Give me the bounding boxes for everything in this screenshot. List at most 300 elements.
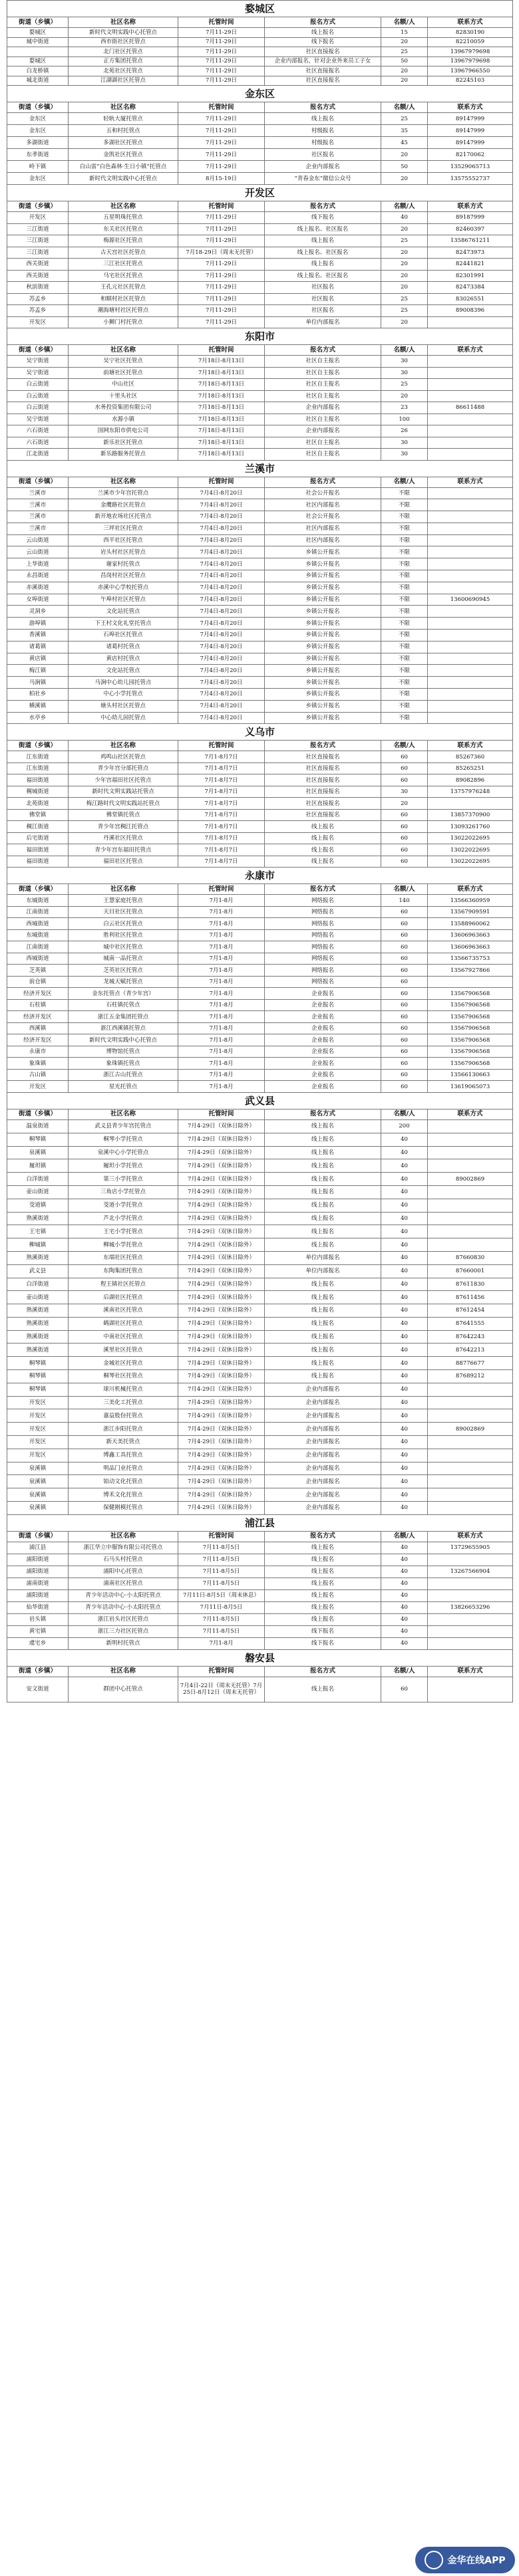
table-cell: 泉溪镇 (7, 1488, 69, 1502)
table-cell: 25 (381, 47, 428, 57)
table-cell: 吴宁街道 (7, 413, 69, 425)
table-cell: 7月4日-8月20日 (178, 677, 265, 689)
table-cell: 企业报名 (265, 999, 381, 1011)
table-cell: 水源小镇 (69, 413, 178, 425)
table-cell: 60 (381, 976, 428, 988)
table-cell: 开发区 (7, 1409, 69, 1423)
table-cell: 新时代文明实践中心托管点 (69, 173, 178, 185)
table-cell: 13606963663 (428, 929, 513, 941)
table-cell: 乡镇公开报名 (265, 618, 381, 630)
table-cell: 13566130663 (428, 1069, 513, 1081)
table-cell: 7月4日-8月20日 (178, 511, 265, 523)
table-cell: 塘头村社区托管点 (69, 700, 178, 712)
table-cell: 企业内部报名 (265, 1488, 381, 1502)
table-cell: 东陶集团托管点 (69, 1264, 178, 1278)
table-cell: 60 (381, 941, 428, 953)
table-cell: 不限 (381, 618, 428, 630)
table-cell: 武义县青少年宫托管点 (69, 1119, 178, 1133)
table-cell: 青少年宫东福田托管点 (69, 844, 178, 856)
table-cell: 乡镇公开报名 (265, 712, 381, 724)
watermark-text: 金华在线APP (447, 2555, 506, 2566)
table-cell (428, 1578, 513, 1589)
table-cell: 线上报名 (265, 1542, 381, 1554)
table-row (7, 28, 513, 38)
table-cell: 87641555 (428, 1317, 513, 1330)
table-cell: 白山雷“白色森林·生日小镇”托管点 (69, 161, 178, 173)
table-cell: 企业内部报名 (265, 1409, 381, 1423)
table-row (7, 1069, 513, 1081)
table-cell: 企业报名 (265, 1069, 381, 1081)
table-cell (428, 1488, 513, 1502)
table-cell: 三江街道 (7, 235, 69, 247)
table-cell: 三江街道 (7, 223, 69, 235)
table-cell: 博物馆托管点 (69, 1046, 178, 1058)
table-cell: 企业报名 (265, 1046, 381, 1058)
table-cell: 企业内部报名 (265, 1502, 381, 1515)
table-cell: 89002869 (428, 1423, 513, 1436)
table-row (7, 390, 513, 402)
table-cell: 7月4-29日（双休日除外） (178, 1436, 265, 1449)
table-cell: 天目社区托管点 (69, 906, 178, 918)
table-cell: 40 (381, 1173, 428, 1186)
table-cell: 40 (381, 1409, 428, 1423)
table-cell: 正方集团托管点 (69, 57, 178, 66)
table-cell: 线下报名 (265, 1625, 381, 1637)
table-row (7, 1488, 513, 1502)
table-row (7, 449, 513, 461)
table-cell: 20 (381, 390, 428, 402)
table-cell: 网络报名 (265, 953, 381, 965)
column-header: 联系方式 (428, 1666, 513, 1677)
table-cell (428, 606, 513, 618)
table-cell: 7月1-8月7日 (178, 774, 265, 786)
table-cell: 7月4-29日（双休日除外） (178, 1502, 265, 1515)
table-row (7, 953, 513, 965)
table-row (7, 47, 513, 57)
table-cell: 西市街社区托管点 (69, 37, 178, 47)
column-header: 名额/人 (381, 345, 428, 356)
table-cell: 岩头村社区托管点 (69, 546, 178, 558)
table-cell: 线上报名、社区报名 (265, 223, 381, 235)
table-cell: 7月4日-8月20日 (178, 558, 265, 570)
table-cell: 新开地农场社区托管点 (69, 511, 178, 523)
table-row (7, 1383, 513, 1396)
table-row (7, 606, 513, 618)
header-row (7, 102, 513, 113)
table-cell: 60 (381, 1069, 428, 1081)
table-cell: 线上报名 (265, 1578, 381, 1589)
table-row (7, 988, 513, 1000)
table-cell: 不限 (381, 677, 428, 689)
table-cell: 象珠镇 (7, 1058, 69, 1070)
section-title-text: 开发区 (7, 185, 513, 201)
table-row (7, 1058, 513, 1070)
column-header: 联系方式 (428, 345, 513, 356)
column-header: 联系方式 (428, 1109, 513, 1119)
table-row (7, 76, 513, 86)
column-header: 托管时间 (178, 102, 265, 113)
table-cell: 线上报名 (265, 1613, 381, 1625)
table-row (7, 1011, 513, 1023)
table-cell: 7月11-29日 (178, 259, 265, 271)
table-cell: 中南社区托管点 (69, 1330, 178, 1344)
table-cell: 7月1-8月 (178, 918, 265, 930)
table-cell: 江南街道 (7, 906, 69, 918)
table-row (7, 1046, 513, 1058)
table-cell: 熟溪街道 (7, 1212, 69, 1225)
table-row (7, 798, 513, 810)
table-cell: 50 (381, 161, 428, 173)
table-cell: 7月1-8月7日 (178, 856, 265, 868)
table-cell: 城中街道 (7, 37, 69, 47)
table-row (7, 856, 513, 868)
table-row (7, 1637, 513, 1649)
table-cell (428, 665, 513, 677)
table-cell: 泉溪中心小学托管点 (69, 1146, 178, 1159)
table-cell: 经济开发区 (7, 1011, 69, 1023)
table-cell (428, 1502, 513, 1515)
table-cell: 不限 (381, 689, 428, 701)
table-row (7, 534, 513, 546)
table-cell: 乡镇公开报名 (265, 594, 381, 606)
table-cell: 开发区 (7, 1436, 69, 1449)
table-cell: 城中社区托管点 (69, 941, 178, 953)
table-cell: 群团中心托管点 (69, 1677, 178, 1702)
table-cell: 少年宫福田社区托管点 (69, 774, 178, 786)
table-cell: 泉溪镇 (7, 1462, 69, 1475)
table-cell: 乡镇公开报名 (265, 546, 381, 558)
table-cell: 浦南社区托管点 (69, 1578, 178, 1589)
table-cell: 13586761211 (428, 235, 513, 247)
table-cell: 王慧家庭托管点 (69, 895, 178, 907)
table-cell: 社区直接报名 (265, 66, 381, 76)
table-cell (428, 413, 513, 425)
table-cell: 企业内部报名 (265, 1423, 381, 1436)
table-row (7, 641, 513, 653)
table-cell: 40 (381, 1199, 428, 1212)
app-logo-icon (425, 2551, 443, 2569)
table-cell: 7月11-29日 (178, 235, 265, 247)
table-cell: 不限 (381, 700, 428, 712)
table-row (7, 546, 513, 558)
table-cell: 青少年宫分部托管点 (69, 762, 178, 774)
table-cell: 82473973 (428, 247, 513, 259)
table-cell: 女埠街道 (7, 594, 69, 606)
table-cell: 兰溪市 (7, 523, 69, 534)
column-header: 街道（乡镇） (7, 741, 69, 751)
table-cell: 单位内部报名 (265, 1251, 381, 1264)
table-cell: 新时代文明实践中心托管点 (69, 1034, 178, 1046)
table-cell: 村级报名 (265, 125, 381, 137)
table-cell: 不限 (381, 546, 428, 558)
header-row (7, 345, 513, 356)
table-cell: 13022022695 (428, 832, 513, 844)
table-cell: 文化站托管点 (69, 606, 178, 618)
table-cell: 7月1-8月7日 (178, 786, 265, 798)
table-cell: 82210059 (428, 37, 513, 47)
table-cell: 7月4-29日（双休日除外） (178, 1317, 265, 1330)
table-cell: 赤溪中心学校托管点 (69, 582, 178, 594)
table-cell: 社区直接报名 (265, 798, 381, 810)
table-cell: 60 (381, 856, 428, 868)
table-row (7, 1225, 513, 1238)
table-cell: 不限 (381, 487, 428, 499)
table-cell: 石埠社区托管点 (69, 630, 178, 642)
table-cell: 履坦小学托管点 (69, 1159, 178, 1173)
table-row (7, 1436, 513, 1449)
table-cell (428, 700, 513, 712)
table-cell: 82441821 (428, 259, 513, 271)
table-cell (428, 1212, 513, 1225)
table-cell: 7月11-8月5日 (178, 1554, 265, 1566)
section-title-text: 金东区 (7, 86, 513, 102)
table-row (7, 1081, 513, 1093)
table-cell (428, 618, 513, 630)
table-cell: 鸡鸣山社区托管点 (69, 751, 178, 763)
header-row (7, 17, 513, 28)
table-cell: 7月4日-8月20日 (178, 594, 265, 606)
table-cell: 20 (381, 37, 428, 47)
table-cell (428, 582, 513, 594)
table-cell: 北门社区托管点 (69, 47, 178, 57)
column-header: 联系方式 (428, 1531, 513, 1542)
table-cell: 中山社区 (69, 379, 178, 391)
table-cell: 不限 (381, 534, 428, 546)
table-cell: 13588960062 (428, 918, 513, 930)
table-cell: 柳城镇 (7, 1238, 69, 1252)
table-row (7, 906, 513, 918)
table-cell: 40 (381, 1383, 428, 1396)
table-cell: 13567906568 (428, 1022, 513, 1034)
table-cell: 20 (381, 149, 428, 161)
table-cell: 7月4-29日（双休日除外） (178, 1173, 265, 1186)
table-row (7, 918, 513, 930)
table-cell: 13606963663 (428, 941, 513, 953)
table-cell: 岩头镇 (7, 1613, 69, 1625)
table-row (7, 1173, 513, 1186)
table-cell: 13566735753 (428, 953, 513, 965)
table-cell: 球川机械托管点 (69, 1383, 178, 1396)
table-cell: 单位内部报名 (265, 316, 381, 328)
table-cell: 柏社乡 (7, 689, 69, 701)
table-cell: 多湖街道 (7, 137, 69, 149)
table-cell: 博鑫工具托管点 (69, 1449, 178, 1462)
column-header: 社区名称 (69, 102, 178, 113)
table-cell: 7月1-8月 (178, 929, 265, 941)
table-cell: 浦阳街道 (7, 1589, 69, 1601)
table-cell (428, 390, 513, 402)
table-cell: 40 (381, 1554, 428, 1566)
table-cell: 芦北小学托管点 (69, 1212, 178, 1225)
column-header: 社区名称 (69, 1109, 178, 1119)
table-row (7, 259, 513, 271)
table-cell: 7月1-8月 (178, 988, 265, 1000)
table-cell: 白洋街道 (7, 1278, 69, 1291)
table-cell: 线上报名 (265, 1159, 381, 1173)
section-title-text: 武义县 (7, 1092, 513, 1109)
table-row (7, 1304, 513, 1318)
table-cell: 王孔元社区托管点 (69, 282, 178, 294)
column-header: 托管时间 (178, 345, 265, 356)
table-cell: 开发区 (7, 1081, 69, 1093)
table-cell (428, 1396, 513, 1409)
table-cell: 40 (381, 1251, 428, 1264)
table-row (7, 1238, 513, 1252)
table-row (7, 1423, 513, 1436)
table-cell: 社区自主报名 (265, 449, 381, 461)
table-cell: 13567906568 (428, 1058, 513, 1070)
table-cell: 7月4日-8月20日 (178, 689, 265, 701)
table-cell: 40 (381, 1625, 428, 1637)
column-header: 社区名称 (69, 201, 178, 212)
table-cell (428, 653, 513, 665)
table-cell (428, 1589, 513, 1601)
table-cell: 浙江五金集团托管点 (69, 1011, 178, 1023)
table-row (7, 125, 513, 137)
table-row (7, 1251, 513, 1264)
table-cell: 稠江街道 (7, 821, 69, 833)
table-cell: 7月4-29日（双休日除外） (178, 1159, 265, 1173)
table-cell: 7月18日-8月13日 (178, 379, 265, 391)
column-header: 联系方式 (428, 884, 513, 895)
table-cell: 五和村托管点 (69, 125, 178, 137)
table-cell: 五星明珠托管点 (69, 212, 178, 224)
table-cell: 程王镇社区托管点 (69, 1278, 178, 1291)
table-cell: 西平社区托管点 (69, 534, 178, 546)
table-cell: 不限 (381, 523, 428, 534)
table-cell: 7月1-8月 (178, 941, 265, 953)
table-cell: 40 (381, 1449, 428, 1462)
table-cell: 兰溪市少年宫托管点 (69, 487, 178, 499)
table-row (7, 1278, 513, 1291)
table-cell: 金凯社区托管点 (69, 149, 178, 161)
section-title (7, 1514, 513, 1531)
table-cell: 89147999 (428, 113, 513, 125)
table-cell: 社区直接报名 (265, 762, 381, 774)
table-cell: 江湖湖社区托管点 (69, 76, 178, 86)
table-cell: 40 (381, 1317, 428, 1330)
column-header: 街道（乡镇） (7, 345, 69, 356)
table-cell: 熟溪街道 (7, 1330, 69, 1344)
table-cell: 企业内部报名 (265, 402, 381, 414)
table-row (7, 235, 513, 247)
table-cell: 桐琴镇 (7, 1370, 69, 1383)
table-cell: 西城街道 (7, 918, 69, 930)
table-cell: 60 (381, 809, 428, 821)
table-cell (428, 1159, 513, 1173)
table-cell: 7月4-29日（双休日除外） (178, 1185, 265, 1199)
table-cell: 87660830 (428, 1251, 513, 1264)
table-row (7, 1409, 513, 1423)
table-cell: 13267566904 (428, 1566, 513, 1578)
table-row (7, 712, 513, 724)
table-row (7, 1502, 513, 1515)
table-row (7, 293, 513, 305)
table-cell: 福田社区托管点 (69, 856, 178, 868)
column-header: 街道（乡镇） (7, 1109, 69, 1119)
table-cell (7, 47, 69, 57)
table-cell: 社区自主报名 (265, 413, 381, 425)
table-cell: 线上报名 (265, 1330, 381, 1344)
table-cell: 7月4-29日（双休日除外） (178, 1304, 265, 1318)
table-cell: 企业内部报名 (265, 1462, 381, 1475)
table-cell: 网络报名 (265, 941, 381, 953)
table-cell: 13575552737 (428, 173, 513, 185)
table-cell: 7月18-29日（周末无托管） (178, 247, 265, 259)
table-cell: 线上报名 (265, 1317, 381, 1330)
table-cell: 40 (381, 1601, 428, 1613)
table-cell: 7月4-29日（双休日除外） (178, 1449, 265, 1462)
table-cell: 7月11-8月5日 (178, 1578, 265, 1589)
table-cell: 7月4日-8月20日 (178, 534, 265, 546)
table-cell: 茭道小学托管点 (69, 1199, 178, 1212)
table-cell: 社区自主报名 (265, 356, 381, 368)
table-cell: 20 (381, 282, 428, 294)
table-cell (428, 798, 513, 810)
table-cell: 13567906568 (428, 988, 513, 1000)
table-cell: 开发区 (7, 212, 69, 224)
table-cell: 社区直接报名 (265, 786, 381, 798)
table-cell: 岭下镇 (7, 161, 69, 173)
table-cell: 开发区 (7, 1423, 69, 1436)
table-row (7, 774, 513, 786)
table-row (7, 762, 513, 774)
table-cell: 40 (381, 1475, 428, 1488)
table-cell: 乡镇公开报名 (265, 677, 381, 689)
table-cell: 20 (381, 316, 428, 328)
table-row (7, 1119, 513, 1133)
table-cell: 线上报名 (265, 1304, 381, 1318)
table-cell: 7月4-29日（双休日除外） (178, 1330, 265, 1344)
column-header: 名额/人 (381, 1666, 428, 1677)
table-cell: 乡镇公开报名 (265, 665, 381, 677)
table-cell: 25 (381, 305, 428, 317)
table-row (7, 751, 513, 763)
table-cell: 线上报名 (265, 1357, 381, 1370)
table-cell: 13022022695 (428, 856, 513, 868)
table-row (7, 821, 513, 833)
table-cell: 云山街道 (7, 534, 69, 546)
table-cell: 40 (381, 1159, 428, 1173)
table-cell: 线上报名 (265, 1601, 381, 1613)
table-cell: 龙城天赋托管点 (69, 976, 178, 988)
table-cell: 后湖社区托管点 (69, 1291, 178, 1304)
table-cell: 7月4-29日（双休日除外） (178, 1225, 265, 1238)
table-cell (428, 1409, 513, 1423)
table-cell: 线上报名 (265, 1119, 381, 1133)
table-cell (428, 1554, 513, 1566)
table-cell: 东关社区托管点 (69, 223, 178, 235)
table-row (7, 212, 513, 224)
column-header: 报名方式 (265, 201, 381, 212)
table-cell: 企业内部报名 (265, 1449, 381, 1462)
table-cell: 7月11-29日 (178, 161, 265, 173)
table-cell: 马涧中心幼儿园托管点 (69, 677, 178, 689)
table-row (7, 511, 513, 523)
table-cell (428, 356, 513, 368)
table-cell (428, 511, 513, 523)
table-cell: 50 (381, 57, 428, 66)
table-cell: 7月1-8月7日 (178, 832, 265, 844)
table-cell: 7月4日-8月20日 (178, 700, 265, 712)
table-cell: 后宅街道 (7, 832, 69, 844)
table-cell: 浦阳街道 (7, 1566, 69, 1578)
table-cell: 青少年活动中心·小太阳托管点 (69, 1589, 178, 1601)
table-cell: 前塘社区托管点 (69, 367, 178, 379)
table-cell: 13567927866 (428, 965, 513, 977)
table-row (7, 402, 513, 414)
table-cell: 苏孟乡 (7, 293, 69, 305)
